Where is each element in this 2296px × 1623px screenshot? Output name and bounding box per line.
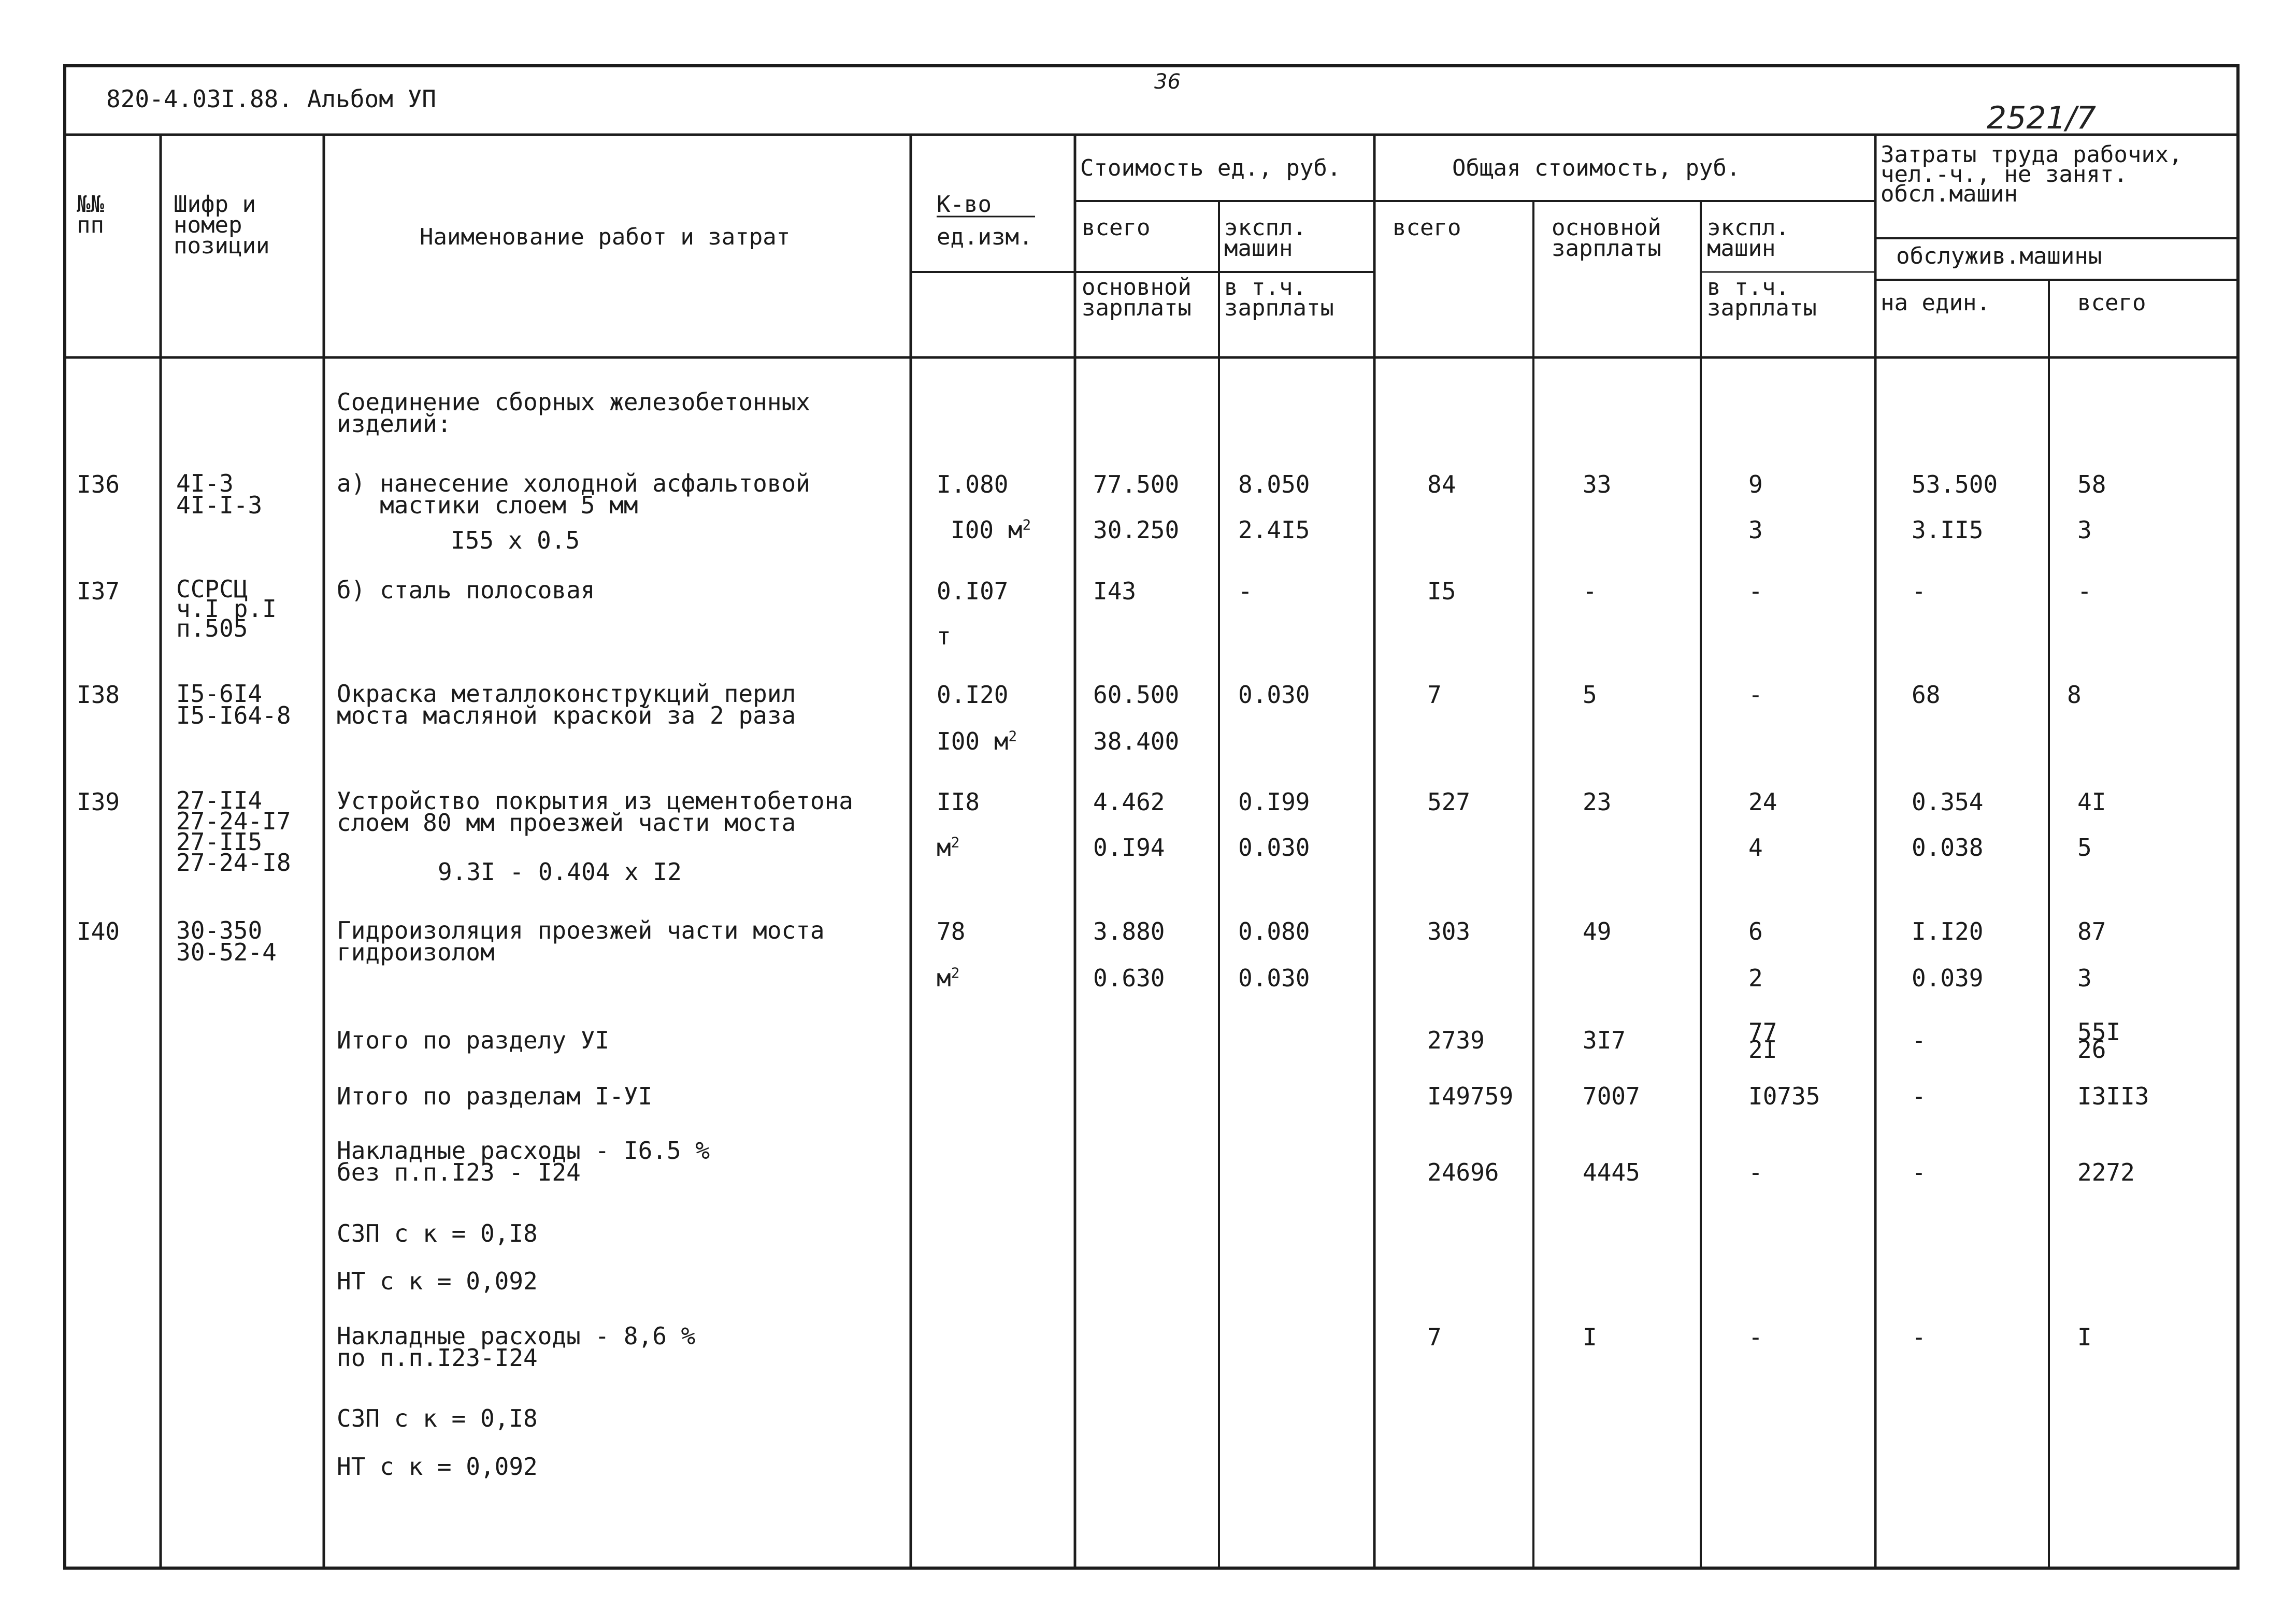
row-labor-unit: - <box>1912 1026 1926 1054</box>
col-unit-cost-header: Стоимость ед., руб. <box>1080 155 1341 181</box>
col-total-mach-header: экспл. машин <box>1707 214 1789 262</box>
col-labor-per-unit-header: на един. <box>1881 290 1990 316</box>
row-unit-mach-wage: 2.4I5 <box>1238 516 1310 544</box>
col-unit-incl-wage-header: в т.ч. зарплаты <box>1224 274 1334 321</box>
row-total-mach-wage: 2 <box>1748 964 1763 992</box>
row-qty: II8 <box>937 788 980 816</box>
row-name: СЗП с к = 0,I8 <box>337 1219 538 1247</box>
row-total: 7 <box>1427 681 1442 709</box>
row-total-wage: - <box>1583 577 1597 605</box>
row-unit-total: I43 <box>1093 577 1137 605</box>
row-code: 30-350 30-52-4 <box>176 916 277 966</box>
row-labor-total: 2272 <box>2077 1158 2135 1186</box>
row-unit-mach: 0.I99 <box>1238 788 1310 816</box>
row-labor-total: - <box>2077 577 2092 605</box>
row-total: 303 <box>1427 917 1471 945</box>
row-labor-total: 55I 26 <box>2077 1018 2121 1064</box>
row-labor-unit: 0.354 <box>1912 788 1984 816</box>
row-total: 7 <box>1427 1323 1442 1351</box>
row-code: 27-II4 27-24-I7 27-II5 27-24-I8 <box>176 786 291 877</box>
col-qty-header: К-во <box>937 191 992 218</box>
row-name: Гидроизоляция проезжей части моста гидроизолом <box>337 916 825 966</box>
row-unit: I00 $м^2$ <box>951 516 1031 544</box>
row-name: НТ с к = 0,092 <box>337 1267 538 1295</box>
row-qty: 78 <box>937 917 966 945</box>
row-unit-total: 60.500 <box>1093 681 1180 709</box>
row-labor-total: I3II3 <box>2077 1082 2149 1110</box>
row-labor-unit-2: 0.038 <box>1912 834 1984 861</box>
row-formula: I55 x 0.5 <box>451 526 580 554</box>
row-labor-unit: 53.500 <box>1912 470 1998 498</box>
row-total-wage: 3I7 <box>1583 1026 1626 1054</box>
row-total: 527 <box>1427 788 1471 816</box>
section-title: Соединение сборных железобетонных изделий: <box>337 388 810 438</box>
row-unit-mach: 0.030 <box>1238 681 1310 709</box>
col-labor-service-header: обслужив.машины <box>1896 243 2102 269</box>
row-total-mach: 9 <box>1748 470 1763 498</box>
row-name: НТ с к = 0,092 <box>337 1453 538 1481</box>
row-unit: $м^2$ <box>937 834 960 861</box>
album-title: 820-4.03I.88. Альбом УП <box>106 85 436 113</box>
row-labor-total: I <box>2077 1323 2092 1351</box>
sheet-code: 2521/7 <box>1987 100 2097 136</box>
row-unit-base: 30.250 <box>1093 516 1180 544</box>
row-labor-total-2: 3 <box>2077 964 2092 992</box>
row-qty: 0.I20 <box>937 681 1009 709</box>
row-name: СЗП с к = 0,I8 <box>337 1404 538 1432</box>
row-labor-unit: - <box>1912 1323 1926 1351</box>
row-total: I5 <box>1427 577 1456 605</box>
row-num: I37 <box>77 577 120 605</box>
row-labor-unit: I.I20 <box>1912 917 1984 945</box>
col-num-header: №№ пп <box>77 191 104 238</box>
row-total-wage: 5 <box>1583 681 1597 709</box>
row-total: I49759 <box>1427 1082 1514 1110</box>
row-code: I5-6I4 I5-I64-8 <box>176 680 291 729</box>
row-labor-total-2: 3 <box>2077 516 2092 544</box>
col-total-incl-wage-header: в т.ч. зарплаты <box>1707 274 1817 321</box>
row-name: Окраска металлоконструкций перил моста масляной краской за 2 раза <box>337 680 796 729</box>
row-code: ССРСЦ ч.I р.I п.505 <box>176 575 277 642</box>
row-labor-total: 8 <box>2067 681 2082 709</box>
row-unit-mach-wage: 0.030 <box>1238 964 1310 992</box>
row-name: Накладные расходы - 8,6 % по п.п.I23-I24 <box>337 1322 696 1372</box>
row-total-mach: - <box>1748 681 1763 709</box>
row-unit: т <box>937 622 951 650</box>
col-code-header: Шифр и номер позиции <box>174 191 270 259</box>
row-total-mach: 77 2I <box>1748 1018 1777 1064</box>
col-unit-total-header: всего <box>1082 214 1151 241</box>
row-labor-total-2: 5 <box>2077 834 2092 861</box>
row-unit-total: 3.880 <box>1093 917 1165 945</box>
row-num: I39 <box>77 788 120 816</box>
row-num: I38 <box>77 681 120 709</box>
row-unit-mach: 0.080 <box>1238 917 1310 945</box>
page-number: 36 <box>1154 70 1181 94</box>
row-total-mach: - <box>1748 1323 1763 1351</box>
col-labor-header: Затраты труда рабочих, чел.-ч., не занят. обсл.машин <box>1881 141 2183 207</box>
row-total-wage: 23 <box>1583 788 1612 816</box>
row-labor-total: 4I <box>2077 788 2106 816</box>
row-total: 2739 <box>1427 1026 1485 1054</box>
row-unit-mach-wage: 0.030 <box>1238 834 1310 861</box>
row-labor-total: 87 <box>2077 917 2106 945</box>
col-unit-base-wage-header: основной зарплаты <box>1082 274 1192 321</box>
row-unit-base: 0.630 <box>1093 964 1165 992</box>
row-total-wage: 7007 <box>1583 1082 1640 1110</box>
row-num: I36 <box>77 470 120 498</box>
row-name: б) сталь полосовая <box>337 576 595 604</box>
row-unit-mach: - <box>1238 577 1253 605</box>
row-name: Накладные расходы - I6.5 % без п.п.I23 - I24 <box>337 1137 710 1186</box>
row-num: I40 <box>77 917 120 945</box>
row-unit-total: 4.462 <box>1093 788 1165 816</box>
row-total-mach: - <box>1748 577 1763 605</box>
row-name: а) нанесение холодной асфальтовой мастики слоем 5 мм <box>337 469 810 519</box>
row-name: Итого по разделу УI <box>337 1026 610 1054</box>
row-total-mach: 6 <box>1748 917 1763 945</box>
row-total-mach-wage: 4 <box>1748 834 1763 861</box>
row-unit: I00 $м^2$ <box>937 727 1017 755</box>
col-unit-header: ед.изм. <box>937 224 1033 250</box>
row-total-wage: 49 <box>1583 917 1612 945</box>
row-total: 24696 <box>1427 1158 1499 1186</box>
row-qty: 0.I07 <box>937 577 1009 605</box>
row-total-mach: I0735 <box>1748 1082 1820 1110</box>
row-unit-base: 0.I94 <box>1093 834 1165 861</box>
col-name-header: Наименование работ и затрат <box>420 224 791 250</box>
row-labor-unit-2: 0.039 <box>1912 964 1984 992</box>
row-name: Устройство покрытия из цементобетона слоем 80 мм проезжей части моста <box>337 787 853 837</box>
row-unit-mach: 8.050 <box>1238 470 1310 498</box>
row-code: 4I-3 4I-I-3 <box>176 469 263 519</box>
row-unit-base: 38.400 <box>1093 727 1180 755</box>
row-labor-total: 58 <box>2077 470 2106 498</box>
row-total-wage: I <box>1583 1323 1597 1351</box>
row-total-wage: 33 <box>1583 470 1612 498</box>
row-labor-unit: 68 <box>1912 681 1941 709</box>
col-unit-mach-header: экспл. машин <box>1224 214 1307 262</box>
col-labor-total-header: всего <box>2077 290 2146 316</box>
row-formula: 9.3I - 0.404 x I2 <box>438 858 682 886</box>
row-labor-unit: - <box>1912 1158 1926 1186</box>
row-total-mach: - <box>1748 1158 1763 1186</box>
col-total-base-wage-header: основной зарплаты <box>1552 214 1661 262</box>
row-labor-unit-2: 3.II5 <box>1912 516 1984 544</box>
row-total-wage: 4445 <box>1583 1158 1640 1186</box>
row-unit-total: 77.500 <box>1093 470 1180 498</box>
row-qty: I.080 <box>937 470 1009 498</box>
col-total-cost-header: Общая стоимость, руб. <box>1452 155 1741 181</box>
col-total-all-header: всего <box>1393 214 1461 241</box>
row-labor-unit: - <box>1912 577 1926 605</box>
row-total-mach-wage: 3 <box>1748 516 1763 544</box>
row-name: Итого по разделам I-УI <box>337 1082 653 1110</box>
row-total: 84 <box>1427 470 1456 498</box>
row-unit: $м^2$ <box>937 964 960 992</box>
row-total-mach: 24 <box>1748 788 1777 816</box>
row-labor-unit: - <box>1912 1082 1926 1110</box>
